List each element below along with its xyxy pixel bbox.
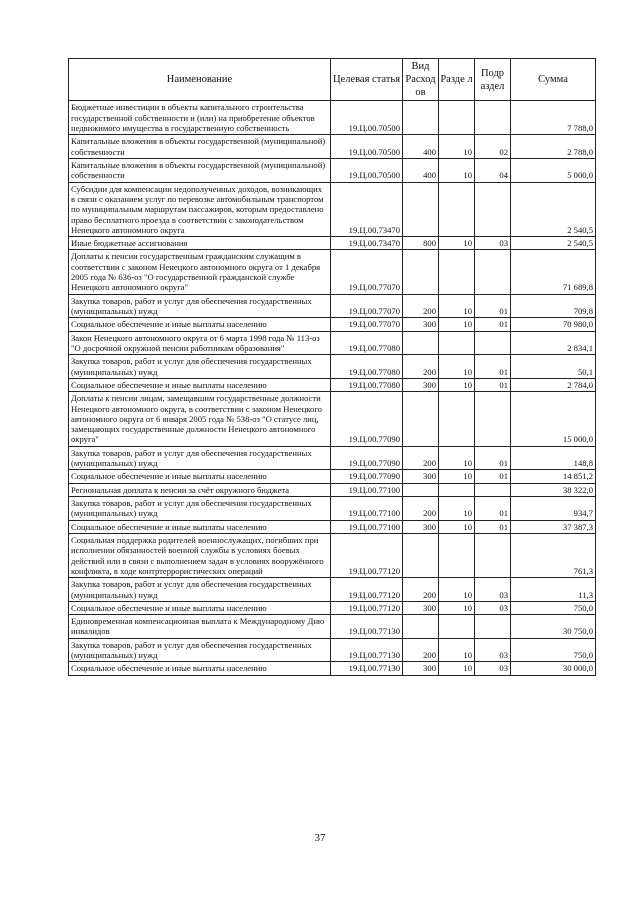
budget-table: [68, 58, 596, 676]
row-name-cell: Субсидии для компенсации недополученных доходов, возникающих в связи с оказанием услуг по перевозке автомобильным транспортом по муниципальным маршрутам пассажиров, которым предоставлено право бесплатного проезда в соответствии с законодательством Ненецкого автономного округа: [69, 182, 331, 237]
row-expense-type-cell: 200: [403, 294, 439, 318]
table-row: [69, 578, 596, 602]
row-expense-type-cell: 200: [403, 446, 439, 470]
table-header: [69, 59, 596, 101]
table-row: [69, 158, 596, 182]
row-section-cell: [439, 182, 475, 237]
row-subsection-cell: 01: [475, 470, 511, 483]
row-name-cell: Единовременная компенсационная выплата к Международному Дню инвалидов: [69, 615, 331, 639]
row-target-article-cell: 19.Ц.00.77090: [331, 470, 403, 483]
header-target-article: Целевая статья: [331, 59, 403, 101]
row-amount-cell: 761,3: [511, 533, 596, 577]
row-expense-type-cell: [403, 331, 439, 355]
row-name-cell: Доплаты к пенсии государственным гражданским служащим в соответствии с законом Ненецкого автономного округа от 1 декабря 2005 года № 636-оз "О государственной гражданской службе Ненецкого автономного округа": [69, 250, 331, 294]
row-target-article-cell: 19.Ц.00.77120: [331, 533, 403, 577]
row-name-cell: Иные бюджетные ассигнования: [69, 237, 331, 250]
row-amount-cell: 934,7: [511, 497, 596, 521]
row-section-cell: 10: [439, 601, 475, 614]
row-subsection-cell: 01: [475, 520, 511, 533]
row-section-cell: 10: [439, 237, 475, 250]
row-target-article-cell: 19.Ц.00.77100: [331, 497, 403, 521]
row-expense-type-cell: [403, 182, 439, 237]
row-target-article-cell: 19.Ц.00.70500: [331, 101, 403, 135]
row-subsection-cell: 03: [475, 638, 511, 662]
row-expense-type-cell: [403, 392, 439, 447]
row-expense-type-cell: 300: [403, 470, 439, 483]
row-expense-type-cell: [403, 250, 439, 294]
table-row: [69, 601, 596, 614]
row-name-cell: Социальная поддержка родителей военнослужащих, погибших при исполнении обязанностей военной службы в условиях боевых действий или в связи с выполнением задач в условиях вооружённого конфликта, в ходе контртеррористических операций: [69, 533, 331, 577]
row-target-article-cell: 19.Ц.00.77130: [331, 615, 403, 639]
table-row: [69, 470, 596, 483]
row-amount-cell: 11,3: [511, 578, 596, 602]
row-name-cell: Закон Ненецкого автономного округа от 6 марта 1998 года № 113-оз "О досрочной окружной пенсии работникам образования": [69, 331, 331, 355]
row-target-article-cell: 19.Ц.00.73470: [331, 237, 403, 250]
table-row: [69, 237, 596, 250]
row-name-cell: Бюджетные инвестиции в объекты капитального строительства государственной собственности и (или) на приобретение объектов недвижимого имущества в государственную собственность: [69, 101, 331, 135]
row-amount-cell: 50,1: [511, 355, 596, 379]
row-expense-type-cell: [403, 483, 439, 496]
row-subsection-cell: [475, 533, 511, 577]
table-row: [69, 294, 596, 318]
row-expense-type-cell: 400: [403, 135, 439, 159]
row-subsection-cell: 03: [475, 601, 511, 614]
row-name-cell: Капитальные вложения в объекты государственной (муниципальной) собственности: [69, 158, 331, 182]
row-section-cell: [439, 250, 475, 294]
page-number: 37: [314, 832, 326, 844]
row-subsection-cell: 03: [475, 237, 511, 250]
row-target-article-cell: 19.Ц.00.77120: [331, 578, 403, 602]
row-section-cell: 10: [439, 497, 475, 521]
row-name-cell: Региональная доплата к пенсии за счёт окружного бюджета: [69, 483, 331, 496]
row-target-article-cell: 19.Ц.00.77070: [331, 318, 403, 331]
row-expense-type-cell: 200: [403, 355, 439, 379]
row-target-article-cell: 19.Ц.00.77080: [331, 355, 403, 379]
row-amount-cell: 2 540,5: [511, 182, 596, 237]
row-expense-type-cell: [403, 533, 439, 577]
row-target-article-cell: 19.Ц.00.77130: [331, 638, 403, 662]
row-section-cell: [439, 483, 475, 496]
table-row: [69, 520, 596, 533]
table-row: [69, 638, 596, 662]
row-amount-cell: 30 000,0: [511, 662, 596, 675]
table-row: [69, 101, 596, 135]
row-subsection-cell: [475, 483, 511, 496]
row-subsection-cell: 02: [475, 135, 511, 159]
row-target-article-cell: 19.Ц.00.77120: [331, 601, 403, 614]
table-row: [69, 392, 596, 447]
table-row: [69, 318, 596, 331]
row-name-cell: Закупка товаров, работ и услуг для обеспечения государственных (муниципальных) нужд: [69, 355, 331, 379]
row-target-article-cell: 19.Ц.00.77100: [331, 483, 403, 496]
row-section-cell: 10: [439, 355, 475, 379]
table-row: [69, 533, 596, 577]
row-amount-cell: 38 322,0: [511, 483, 596, 496]
row-section-cell: 10: [439, 135, 475, 159]
row-expense-type-cell: 200: [403, 638, 439, 662]
row-amount-cell: 14 851,2: [511, 470, 596, 483]
row-target-article-cell: 19.Ц.00.77100: [331, 520, 403, 533]
row-subsection-cell: 01: [475, 497, 511, 521]
row-expense-type-cell: 200: [403, 497, 439, 521]
row-section-cell: 10: [439, 378, 475, 391]
row-target-article-cell: 19.Ц.00.77070: [331, 250, 403, 294]
row-amount-cell: 2 834,1: [511, 331, 596, 355]
table-row: [69, 497, 596, 521]
row-subsection-cell: 01: [475, 446, 511, 470]
row-target-article-cell: 19.Ц.00.77090: [331, 446, 403, 470]
header-expense-type: Вид Расход ов: [403, 59, 439, 101]
row-target-article-cell: 19.Ц.00.77080: [331, 378, 403, 391]
row-expense-type-cell: 300: [403, 662, 439, 675]
row-subsection-cell: 01: [475, 378, 511, 391]
row-expense-type-cell: 800: [403, 237, 439, 250]
row-subsection-cell: [475, 182, 511, 237]
row-amount-cell: 750,0: [511, 601, 596, 614]
row-subsection-cell: [475, 331, 511, 355]
row-section-cell: 10: [439, 470, 475, 483]
row-subsection-cell: 01: [475, 294, 511, 318]
header-amount: Сумма: [511, 59, 596, 101]
row-section-cell: 10: [439, 638, 475, 662]
row-section-cell: 10: [439, 520, 475, 533]
row-target-article-cell: 19.Ц.00.70500: [331, 135, 403, 159]
table-row: [69, 378, 596, 391]
row-name-cell: Социальное обеспечение и иные выплаты населению: [69, 662, 331, 675]
row-name-cell: Закупка товаров, работ и услуг для обеспечения государственных (муниципальных) нужд: [69, 638, 331, 662]
row-amount-cell: 2 788,0: [511, 135, 596, 159]
row-amount-cell: 709,8: [511, 294, 596, 318]
table-row: [69, 250, 596, 294]
row-expense-type-cell: 400: [403, 158, 439, 182]
row-section-cell: 10: [439, 294, 475, 318]
header-name: Наименование: [69, 59, 331, 101]
row-subsection-cell: 01: [475, 355, 511, 379]
row-amount-cell: 750,0: [511, 638, 596, 662]
row-expense-type-cell: 300: [403, 601, 439, 614]
row-amount-cell: 71 689,8: [511, 250, 596, 294]
row-amount-cell: 15 000,0: [511, 392, 596, 447]
row-subsection-cell: [475, 250, 511, 294]
row-amount-cell: 2 784,0: [511, 378, 596, 391]
table-row: [69, 615, 596, 639]
row-amount-cell: 70 980,0: [511, 318, 596, 331]
row-amount-cell: 37 387,3: [511, 520, 596, 533]
table-row: [69, 446, 596, 470]
header-row: [69, 59, 596, 101]
row-subsection-cell: [475, 615, 511, 639]
table-row: [69, 355, 596, 379]
row-section-cell: [439, 101, 475, 135]
row-section-cell: 10: [439, 446, 475, 470]
row-section-cell: 10: [439, 662, 475, 675]
row-name-cell: Социальное обеспечение и иные выплаты населению: [69, 318, 331, 331]
row-expense-type-cell: 300: [403, 520, 439, 533]
row-section-cell: [439, 331, 475, 355]
row-name-cell: Закупка товаров, работ и услуг для обеспечения государственных (муниципальных) нужд: [69, 497, 331, 521]
row-amount-cell: 30 750,0: [511, 615, 596, 639]
row-name-cell: Капитальные вложения в объекты государственной (муниципальной) собственности: [69, 135, 331, 159]
row-section-cell: 10: [439, 158, 475, 182]
row-name-cell: Доплаты к пенсии лицам, замещавшим государственные должности Ненецкого автономного округа, в соответствии с законом Ненецкого автономного округа от 6 января 2005 года № 538-оз "О статусе лиц, замещающих государственные должности Ненецкого автономного округа": [69, 392, 331, 447]
row-target-article-cell: 19.Ц.00.70500: [331, 158, 403, 182]
row-name-cell: Закупка товаров, работ и услуг для обеспечения государственных (муниципальных) нужд: [69, 294, 331, 318]
row-section-cell: 10: [439, 318, 475, 331]
table-row: [69, 135, 596, 159]
row-section-cell: [439, 615, 475, 639]
row-name-cell: Социальное обеспечение и иные выплаты населению: [69, 520, 331, 533]
row-subsection-cell: 03: [475, 662, 511, 675]
row-section-cell: [439, 392, 475, 447]
row-name-cell: Социальное обеспечение и иные выплаты населению: [69, 601, 331, 614]
row-amount-cell: 5 000,0: [511, 158, 596, 182]
row-name-cell: Социальное обеспечение и иные выплаты населению: [69, 470, 331, 483]
row-target-article-cell: 19.Ц.00.77080: [331, 331, 403, 355]
row-amount-cell: 2 540,5: [511, 237, 596, 250]
row-subsection-cell: 01: [475, 318, 511, 331]
row-subsection-cell: [475, 392, 511, 447]
row-name-cell: Закупка товаров, работ и услуг для обеспечения государственных (муниципальных) нужд: [69, 446, 331, 470]
row-name-cell: Закупка товаров, работ и услуг для обеспечения государственных (муниципальных) нужд: [69, 578, 331, 602]
row-target-article-cell: 19.Ц.00.77070: [331, 294, 403, 318]
row-name-cell: Социальное обеспечение и иные выплаты населению: [69, 378, 331, 391]
row-target-article-cell: 19.Ц.00.77090: [331, 392, 403, 447]
row-target-article-cell: 19.Ц.00.77130: [331, 662, 403, 675]
table-row: [69, 483, 596, 496]
table-row: [69, 331, 596, 355]
row-expense-type-cell: [403, 101, 439, 135]
table-row: [69, 662, 596, 675]
header-section: Разде л: [439, 59, 475, 101]
row-section-cell: 10: [439, 578, 475, 602]
row-amount-cell: 148,8: [511, 446, 596, 470]
row-amount-cell: 7 788,0: [511, 101, 596, 135]
row-target-article-cell: 19.Ц.00.73470: [331, 182, 403, 237]
row-expense-type-cell: 300: [403, 318, 439, 331]
table-row: [69, 182, 596, 237]
row-expense-type-cell: 300: [403, 378, 439, 391]
row-subsection-cell: [475, 101, 511, 135]
row-expense-type-cell: [403, 615, 439, 639]
row-section-cell: [439, 533, 475, 577]
table-body: [69, 101, 596, 675]
row-subsection-cell: 03: [475, 578, 511, 602]
header-subsection: Подр аздел: [475, 59, 511, 101]
row-expense-type-cell: 200: [403, 578, 439, 602]
row-subsection-cell: 04: [475, 158, 511, 182]
